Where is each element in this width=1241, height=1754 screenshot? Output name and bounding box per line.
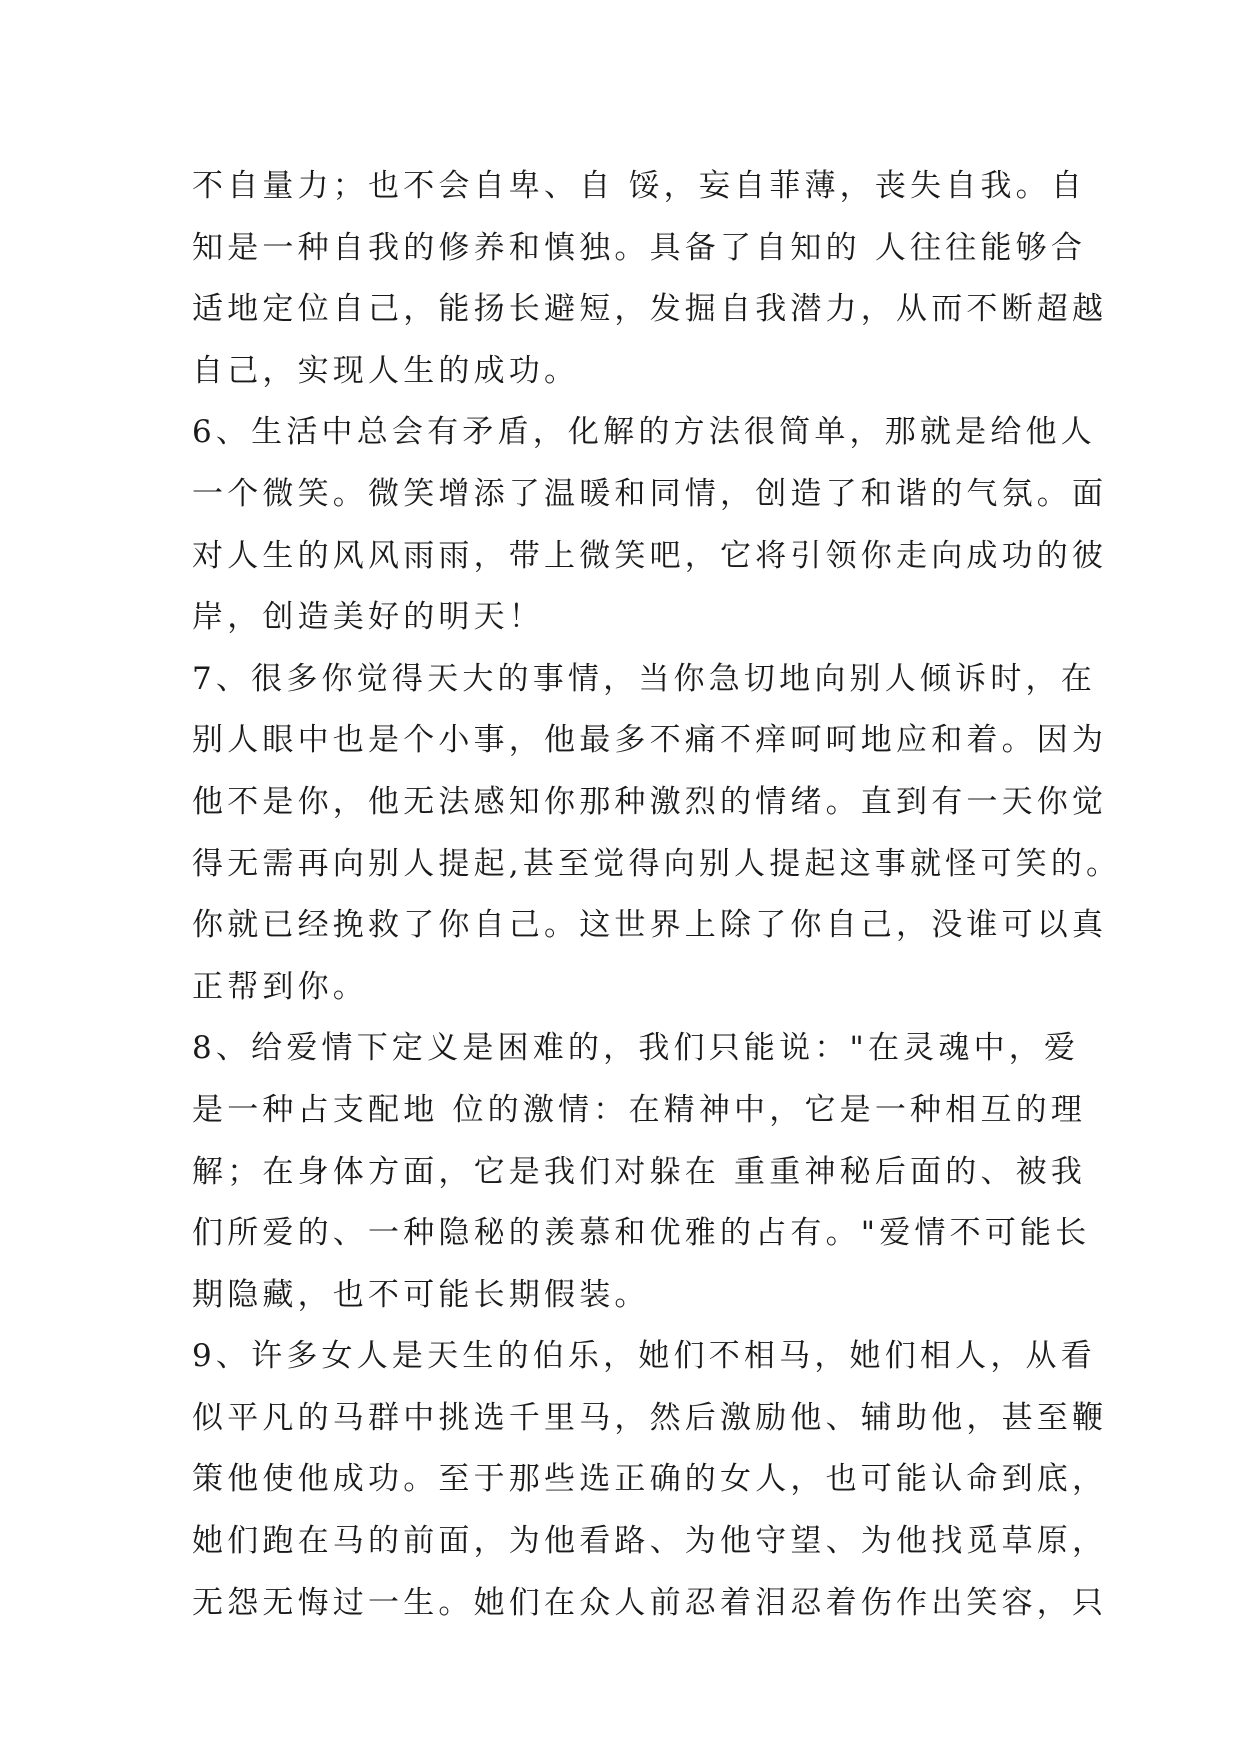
text-line: 适地定位自己，能扬长避短，发掘自我潜力，从而不断超越 <box>192 291 1108 328</box>
text-line: 解；在身体方面，它是我们对躲在 重重神秘后面的、被我 <box>192 1153 1087 1190</box>
text-line: 策他使他成功。至于那些选正确的女人，也可能认命到底， <box>192 1461 1108 1498</box>
text-line: 7、很多你觉得天大的事情，当你急切地向别人倾诉时，在 <box>192 660 1096 697</box>
text-line: 你就已经挽救了你自己。这世界上除了你自己，没谁可以真 <box>192 907 1108 944</box>
text-line: 别人眼中也是个小事，他最多不痛不痒呵呵地应和着。因为 <box>192 722 1108 759</box>
text-line: 9、许多女人是天生的伯乐，她们不相马，她们相人，从看 <box>192 1338 1096 1375</box>
text-line: 岸，创造美好的明天！ <box>192 599 544 636</box>
text-line: 无怨无悔过一生。她们在众人前忍着泪忍着伤作出笑容，只 <box>192 1584 1108 1621</box>
text-line: 她们跑在马的前面，为他看路、为他守望、为他找觅草原， <box>192 1523 1108 1560</box>
text-line: 是一种占支配地 位的激情：在精神中，它是一种相互的理 <box>192 1091 1087 1128</box>
text-line: 一个微笑。微笑增添了温暖和同情，创造了和谐的气氛。面 <box>192 475 1108 512</box>
text-line: 他不是你，他无法感知你那种激烈的情绪。直到有一天你觉 <box>192 783 1108 820</box>
text-line: 知是一种自我的修养和慎独。具备了自知的 人往往能够合 <box>192 229 1087 266</box>
text-line: 期隐藏，也不可能长期假装。 <box>192 1276 650 1313</box>
body-text <box>192 156 1122 1634</box>
text-line: 似平凡的马群中挑选千里马，然后激励他、辅助他，甚至鞭 <box>192 1399 1108 1436</box>
text-line: 不自量力；也不会自卑、自 馁，妄自菲薄，丧失自我。自 <box>192 168 1087 204</box>
text-line: 6、生活中总会有矛盾，化解的方法很简单，那就是给他人 <box>192 414 1096 451</box>
text-line: 8、给爱情下定义是困难的，我们只能说："在灵魂中，爱 <box>192 1030 1080 1067</box>
text-line: 得无需再向别人提起,甚至觉得向别人提起这事就怪可笑的。 <box>192 845 1122 882</box>
text-line: 们所爱的、一种隐秘的羡慕和优雅的占有。"爱情不可能长 <box>192 1215 1091 1252</box>
text-line: 自己，实现人生的成功。 <box>192 352 580 389</box>
text-line: 对人生的风风雨雨，带上微笑吧，它将引领你走向成功的彼 <box>192 537 1108 574</box>
text-line: 正帮到你。 <box>192 968 368 1005</box>
